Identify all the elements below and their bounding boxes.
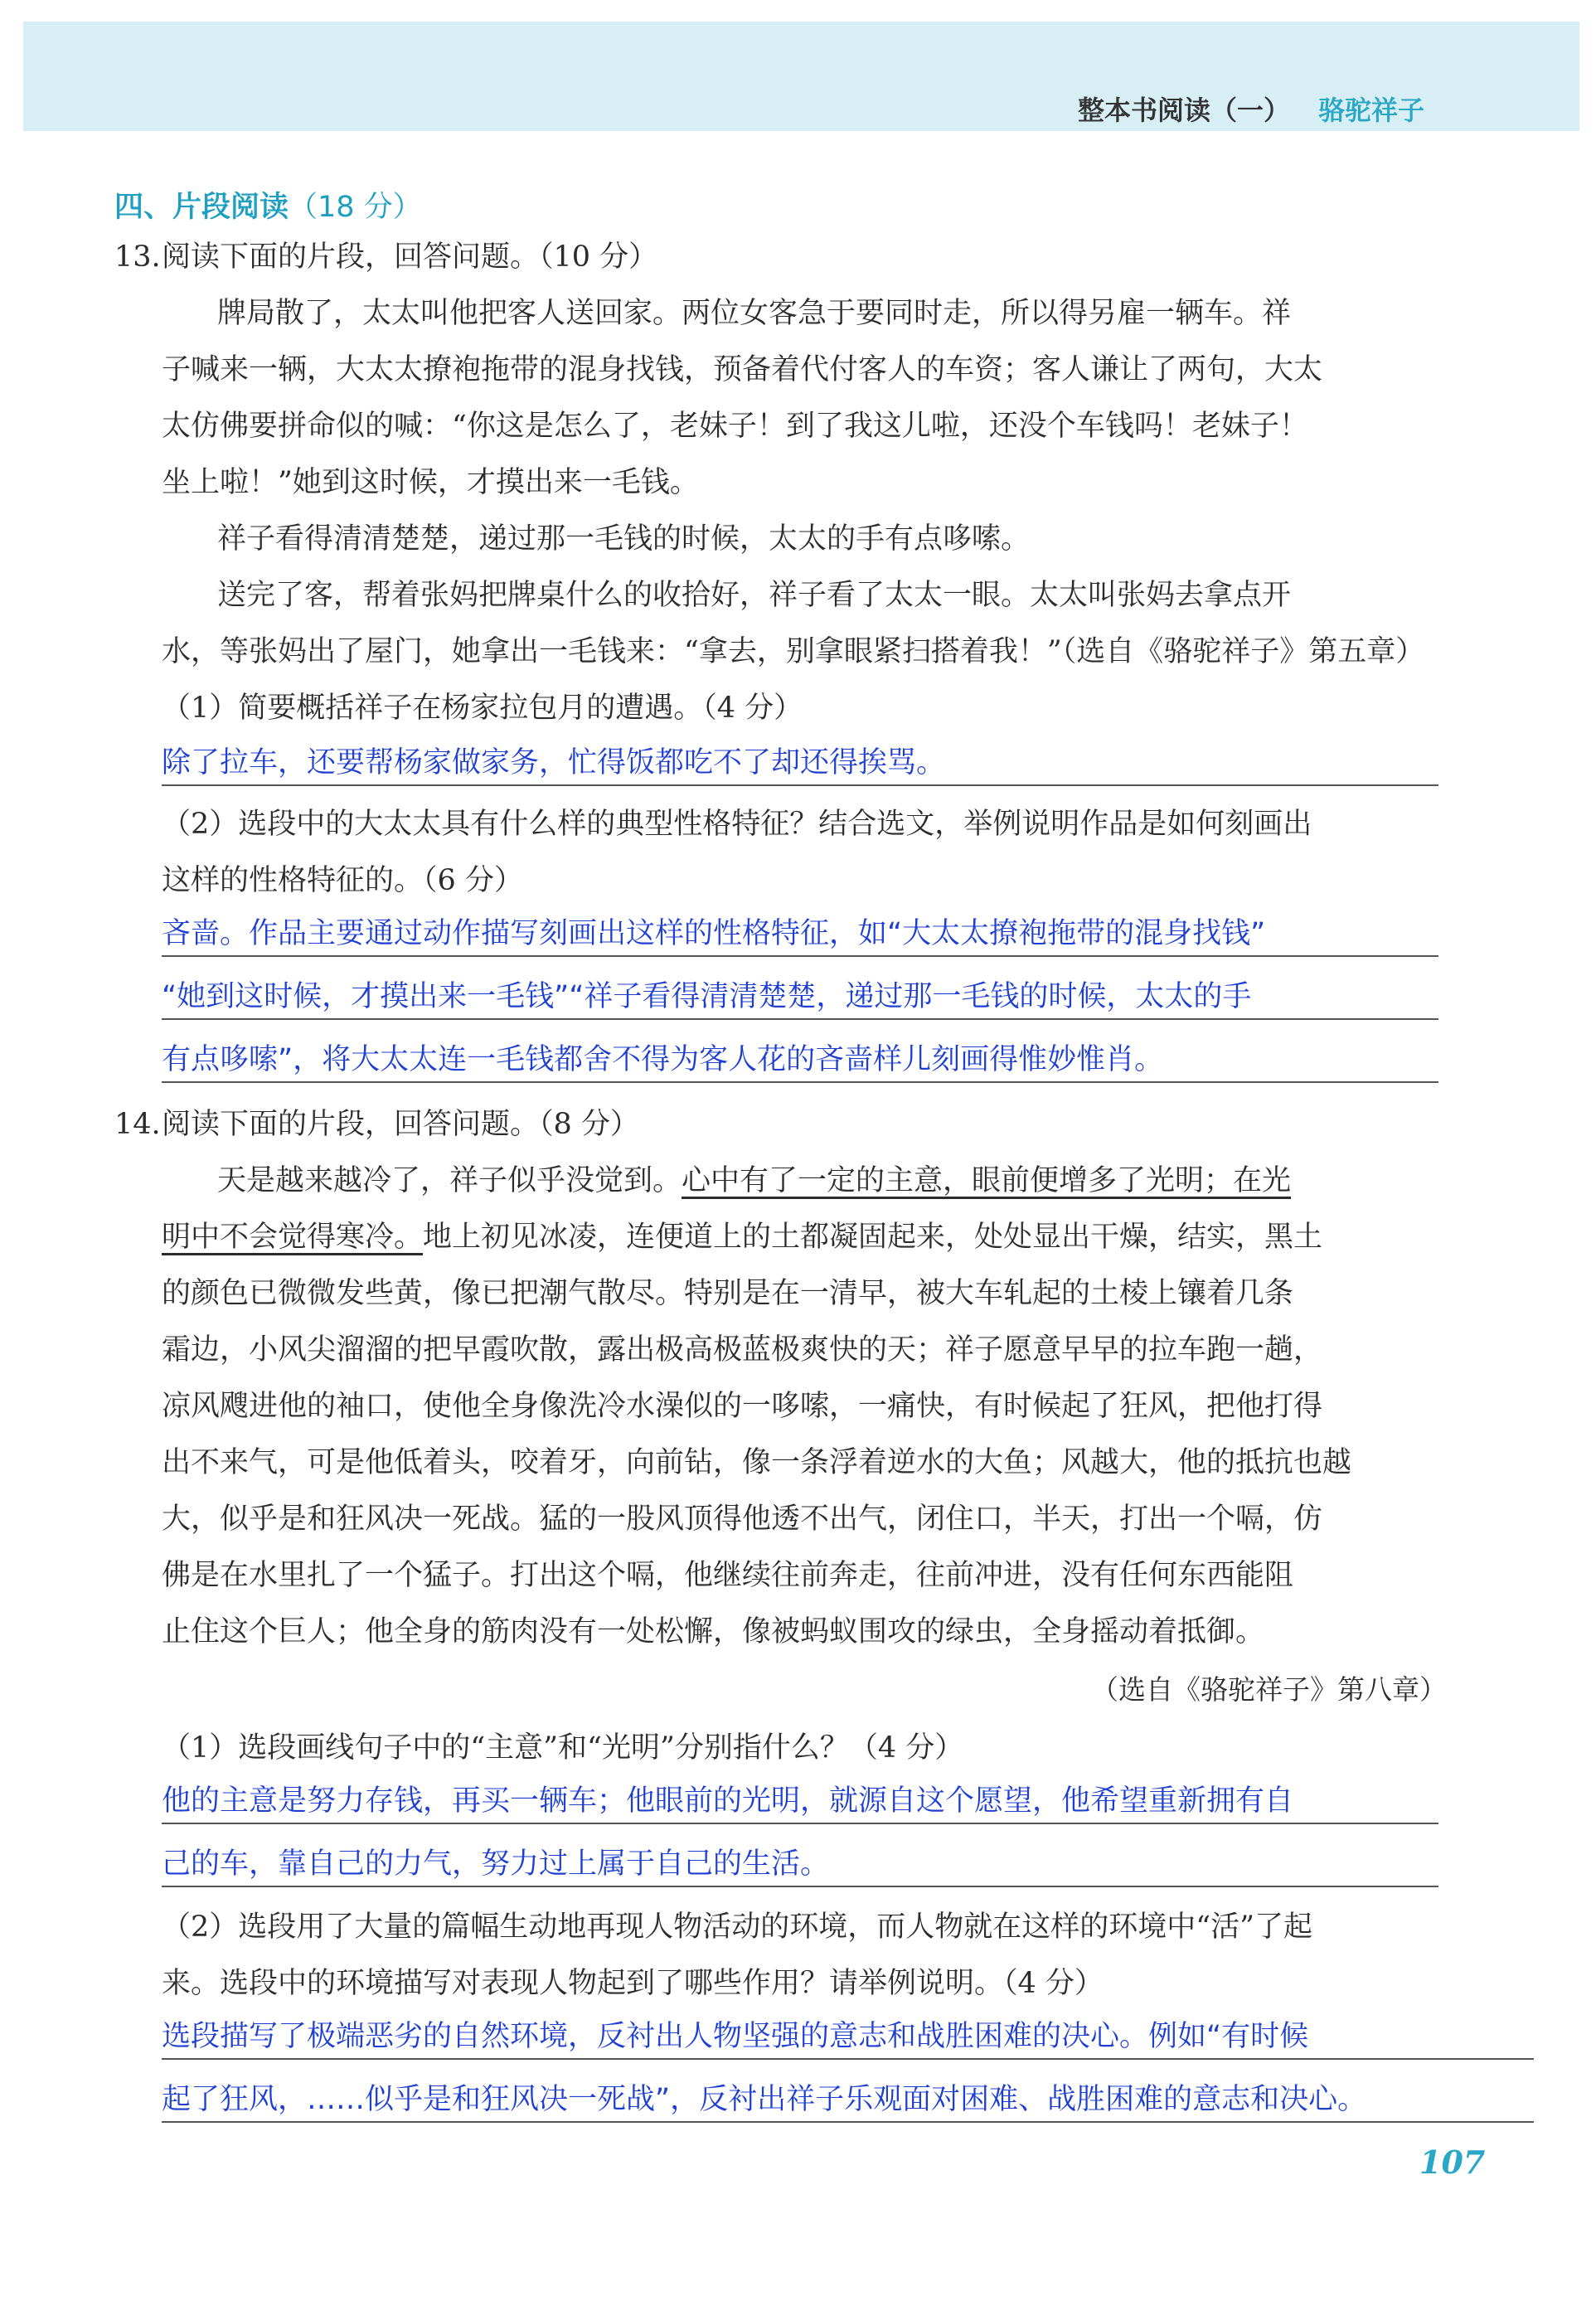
q14-sub1-answer-line: 己的车，靠自己的力气，努力过上属于自己的生活。 [162,1846,1438,1887]
q14-passage-line: 出不来气，可是他低着头，咬着牙，向前钻，像一条浮着逆水的大鱼；风越大，他的抵抗也越 [162,1446,1352,1479]
q13-sub2-answer-line: “她到这时候，才摸出来一毛钱”“祥子看得清清楚楚，递过那一毛钱的时候，太太的手 [162,978,1438,1020]
q14-passage-plain: 天是越来越冷了，祥子似乎没觉到。 [217,1164,682,1197]
q14-passage-line: 霜边，小风尖溜溜的把早霞吹散，露出极高极蓝极爽快的天；祥子愿意早早的拉车跑一趟， [162,1333,1323,1367]
q13-number: 13. [114,240,161,274]
section-points: （18 分） [289,191,422,224]
q13-passage-line: 牌局散了，太太叫他把客人送回家。两位女客急于要同时走，所以得另雇一辆车。祥 [217,297,1292,330]
q14-passage-line: 的颜色已微微发些黄，像已把潮气散尽。特别是在一清早，被大车轧起的土棱上镶着几条 [162,1277,1294,1310]
q14-passage-line: 凉风飕进他的袖口，使他全身像洗冷水澡似的一哆嗦，一痛快，有时候起了狂风，把他打得 [162,1390,1323,1423]
q13-passage-line: 祥子看得清清楚楚，递过那一毛钱的时候，太太的手有点哆嗦。 [217,522,1031,556]
q13-sub2-question: （2）选段中的大太太具有什么样的典型性格特征？结合选文，举例说明作品是如何刻画出 [162,808,1312,841]
header-title: 整本书阅读（一） [1078,95,1291,126]
q13-sub2-answer-line: 吝啬。作品主要通过动作描写刻画出这样的性格特征，如“大太太撩袍拖带的混身找钱” [162,915,1438,957]
q14-passage-line [217,1163,1291,1199]
q13-passage-line: 子喊来一辆，大太太撩袍拖带的混身找钱，预备着代付客人的车资；客人谦让了两句，大太 [162,353,1323,386]
q14-passage-line: 佛是在水里扎了一个猛子。打出这个嗝，他继续往前奔走，往前冲进，没有任何东西能阻 [162,1559,1294,1592]
section-title [114,184,422,226]
q13-passage-line: 太仿佛要拼命似的喊：“你这是怎么了，老妹子！到了我这儿啦，还没个车钱吗！老妹子！ [162,410,1308,443]
q13-sub1-question: （1）简要概括祥子在杨家拉包月的遭遇。（4 分） [162,692,803,725]
page-number: 107 [1419,2144,1486,2181]
q13-passage-line: 坐上啦！”她到这时候，才摸出来一毛钱。 [162,466,699,499]
q14-sub2-answer-line: 选段描写了极端恶劣的自然环境，反衬出人物坚强的意志和战胜困难的决心。例如“有时候 [162,2018,1534,2060]
q13-sub1-answer: 除了拉车，还要帮杨家做家务，忙得饭都吃不了却还得挨骂。 [162,745,1438,786]
q14-sub2-question: 来。选段中的环境描写对表现人物起到了哪些作用？请举例说明。（4 分） [162,1967,1104,2000]
section-title-text: 四、片段阅读 [114,191,289,224]
q14-source: （选自《骆驼祥子》第八章） [1091,1673,1447,1706]
q14-sub2-question: （2）选段用了大量的篇幅生动地再现人物活动的环境，而人物就在这样的环境中“活”了起 [162,1910,1313,1944]
q14-underlined-sentence: 明中不会觉得寒冷。 [162,1221,424,1254]
q14-sub1-question: （1）选段画线句子中的“主意”和“光明”分别指什么？（4 分） [162,1731,964,1765]
q14-underlined-sentence: 心中有了一定的主意，眼前便增多了光明；在光 [682,1164,1292,1197]
q13-sub2-answer-line: 有点哆嗦”，将大太太连一毛钱都舍不得为客人花的吝啬样儿刻画得惟妙惟肖。 [162,1041,1438,1083]
q13-prompt: 阅读下面的片段，回答问题。（10 分） [162,240,658,274]
q14-sub2-answer-line: 起了狂风，……似乎是和狂风决一死战”，反衬出祥子乐观面对困难、战胜困难的意志和决心。 [162,2081,1534,2123]
q14-number: 14. [114,1108,161,1141]
q14-passage-line: 大，似乎是和狂风决一死战。猛的一股风顶得他透不出气，闭住口，半天，打出一个嗝，仿 [162,1503,1323,1536]
header-book: 骆驼祥子 [1318,95,1425,126]
q13-passage-line: 水，等张妈出了屋门，她拿出一毛钱来：“拿去，别拿眼紧扫搭着我！”（选自《骆驼祥子》第五章） [162,635,1425,668]
q14-prompt: 阅读下面的片段，回答问题。（8 分） [162,1108,639,1141]
q14-passage-line: 止住这个巨人；他全身的筋肉没有一处松懈，像被蚂蚁围攻的绿虫，全身摇动着抵御。 [162,1615,1265,1648]
q14-passage-line [162,1219,1322,1255]
q13-passage-line: 送完了客，帮着张妈把牌桌什么的收拾好，祥子看了太太一眼。太太叫张妈去拿点开 [217,579,1292,612]
q14-sub1-answer-line: 他的主意是努力存钱，再买一辆车；他眼前的光明，就源自这个愿望，他希望重新拥有自 [162,1783,1438,1824]
q13-sub2-question: 这样的性格特征的。（6 分） [162,864,523,897]
running-header [1078,90,1424,128]
q14-passage-plain: 地上初见冰凌，连便道上的土都凝固起来，处处显出干燥，结实，黑土 [423,1221,1323,1254]
